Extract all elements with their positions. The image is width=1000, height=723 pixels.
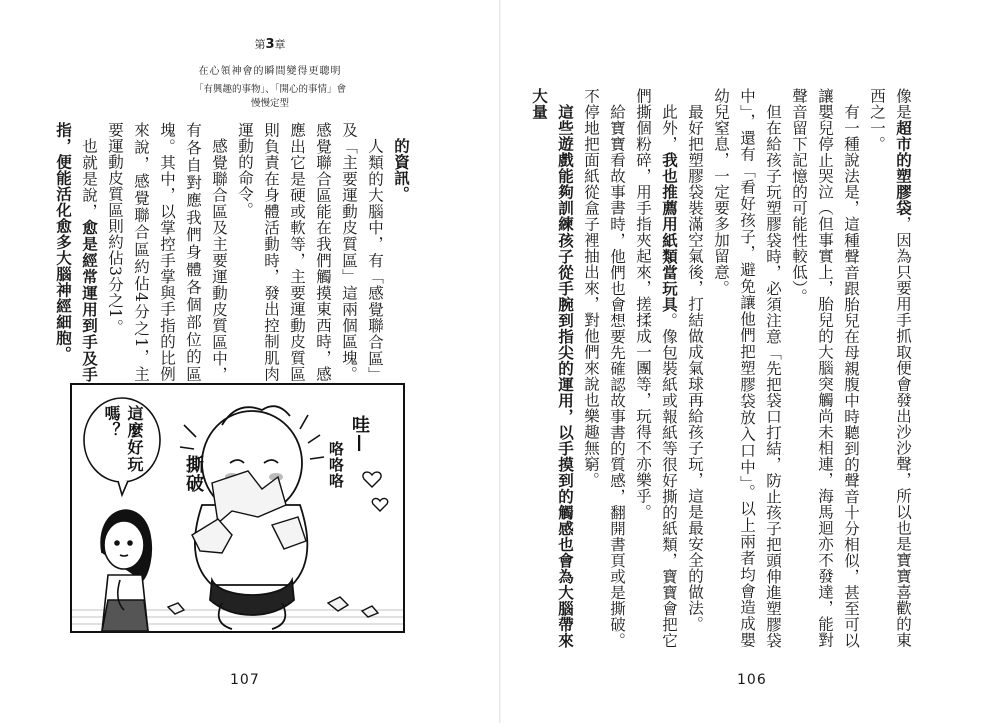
- right-page: [500, 0, 1000, 723]
- paragraph: [630, 88, 682, 648]
- bold-text-segment: 這些遊戲能夠訓練孩子從手腕到指尖的運用，以手摸到的觸感也會為大腦帶來大量: [530, 88, 574, 648]
- text-segment: 人類的大腦中，有「感覺聯合區」及「主要運動皮質區」這兩個區塊。感覺聯合區能在我們觸摸東西時，感應出它是硬或軟等，主要運動皮質區則負責在身體活動時，發出控制肌肉運動的命令。: [236, 122, 384, 382]
- text-segment: 像是: [894, 88, 912, 120]
- chapter-number: 3: [265, 37, 275, 52]
- chapter-label: 第3章: [254, 37, 286, 52]
- tear-sound-effect: 撕破: [183, 455, 204, 493]
- paragraph: [526, 88, 578, 648]
- left-page-body-text: [54, 122, 414, 383]
- page-number-left: 107: [230, 672, 260, 688]
- right-page-body-text: [530, 88, 916, 649]
- giggle-sound-effect: 咯咯咯: [327, 441, 345, 489]
- bold-text-segment: 的資訊。: [392, 137, 410, 202]
- comic-illustration: [70, 383, 405, 633]
- wow-sound-effect: 哇—: [349, 415, 370, 453]
- text-segment: ，因為只要用手抓取便會發出沙沙聲，所以也是寶寶喜歡的東西之一。: [868, 88, 912, 648]
- text-segment: 給寶寶看故事書時，他們也會想要先確認故事書的質感，翻開書頁或是撕破。不停地把面紙從盒子裡抽出來，對他們來說也樂趣無窮。: [582, 88, 626, 648]
- bold-text-segment: 我也推薦用紙類當玩具: [660, 151, 678, 312]
- chapter-title: 在心領神會的瞬間變得更聰明: [198, 66, 342, 77]
- chapter-header: [190, 36, 350, 109]
- text-segment: 。像包裝紙或報紙等很好撕的紙類，寶寶會把它們撕個粉碎，用手指夾起來，搓揉成一團等，玩得不亦樂乎。: [634, 88, 678, 649]
- paragraph: [682, 88, 708, 648]
- page-number-right: 106: [737, 672, 767, 688]
- baby-figure: [195, 406, 308, 629]
- text-segment: 有一種說法是，這種聲音跟胎兒在母親腹中時聽到的聲音十分相似，甚至可以讓嬰兒停止哭泣（但事實上，胎兒的大腦突觸尚未相連，海馬迴亦不發達，能對聲音留下記憶的可能性較低）。: [790, 88, 860, 648]
- paragraph: [232, 122, 388, 382]
- paragraph: [708, 88, 786, 648]
- paragraph: [102, 122, 232, 382]
- paragraph: [50, 122, 102, 382]
- bold-text-segment: 超市的塑膠袋: [894, 120, 912, 216]
- paragraph: [388, 122, 414, 382]
- bold-text-segment: 愈是經常運用到手及手指，便能活化愈多大腦神經細胞。: [54, 122, 98, 383]
- text-segment: 此外，: [660, 103, 678, 152]
- paragraph: [786, 88, 864, 648]
- chapter-subtitle: 「有興趣的事物」、「開心的事情」會慢慢定型: [193, 84, 346, 109]
- paragraph: [578, 88, 630, 648]
- text-segment: 但在給孩子玩塑膠袋時，必須注意「先把袋口打結，防止孩子把頭伸進塑膠袋中」，還有「看好孩子，避免讓他們把塑膠袋放入口中」。以上兩者均會造成嬰幼兒窒息，一定要多加留意。: [712, 88, 782, 648]
- text-segment: 感覺聯合區及主要運動皮質區中，有各自對應我們身體各個部位的區塊。其中，以掌控手掌與手指的比例來說，感覺聯合區約佔4分之1，主要運動皮質區則約佔3分之1。: [106, 122, 228, 382]
- paragraph: [864, 88, 916, 648]
- girl-speech-text: 這麼好玩嗎？: [102, 405, 144, 473]
- text-segment: 最好把塑膠袋裝滿空氣後，打結做成氣球再給孩子玩，這是最安全的做法。: [686, 103, 704, 632]
- text-segment: 也就是說，: [80, 137, 98, 220]
